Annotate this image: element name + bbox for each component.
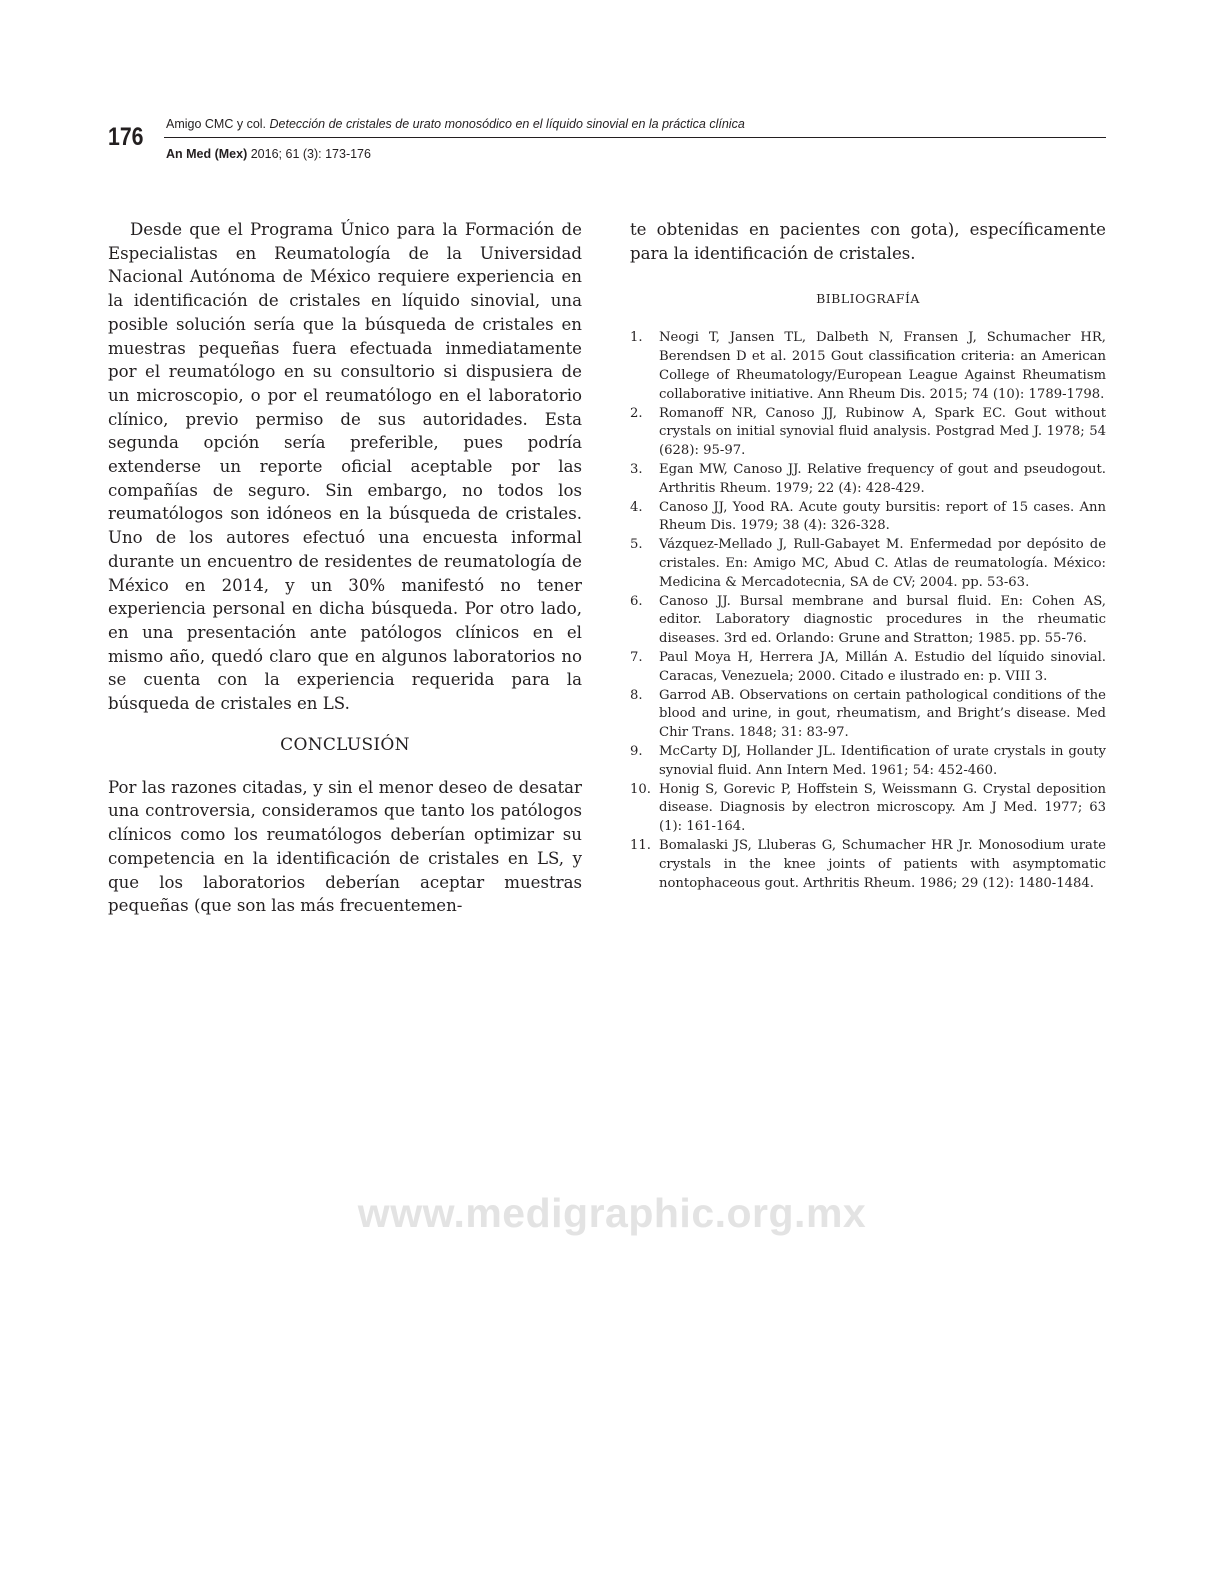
reference-item: 5. Vázquez-Mellado J, Rull-Gabayet M. Enfermedad por depósito de cristales. En: Amigo MC, Abud C. Atlas de reumatología. México: Medicina & Mercadotecnia, SA de CV; 2004. pp. 53-63. — [630, 537, 1106, 590]
bibliography-heading: BIBLIOGRAFÍA — [816, 291, 920, 307]
conclusion-paragraph: Por las razones citadas, y sin el menor deseo de desatar una controversia, consideramos que tanto los patólogos clínicos como los reumatólogos deberían optimizar su competencia en la identificación de cristales en LS, y que los laboratorios deberían aceptar muestras pequeñas (que son las más frecuentemen- — [108, 777, 582, 916]
reference-item: 11. Bomalaski JS, Lluberas G, Schumacher HR Jr. Monosodium urate crystals in the knee joints of patients with asymptomatic nontophaceous gout. Arthritis Rheum. 1986; 29 (12): 1480-1484. — [630, 837, 1106, 891]
journal-citation — [166, 146, 371, 162]
reference-item: 7. Paul Moya H, Herrera JA, Millán A. Estudio del líquido sinovial. Caracas, Venezuela; 2000. Citado e ilustrado en: p. VIII 3. — [630, 649, 1106, 684]
journal-name: An Med (Mex) — [166, 147, 248, 161]
reference-item: 3. Egan MW, Canoso JJ. Relative frequency of gout and pseudogout. Arthritis Rheum. 1979; 22 (4): 428-429. — [630, 461, 1106, 496]
reference-item: 9. McCarty DJ, Hollander JL. Identification of urate crystals in gouty synovial fluid. Ann Intern Med. 1961; 54: 452-460. — [630, 743, 1106, 778]
reference-item: 1. Neogi T, Jansen TL, Dalbeth N, Fransen J, Schumacher HR, Berendsen D et al. 2015 Gout classification criteria: an American College of Rheumatology/European League Against Rheumatism collaborative initiative. Ann Rheum Dis. 2015; 74 (10): 1789-1798. — [630, 330, 1106, 402]
conclusion-heading: CONCLUSIÓN — [280, 734, 410, 755]
header-authors: Amigo CMC y col. — [166, 117, 267, 131]
header-divider — [164, 137, 1106, 138]
journal-volume: 2016; 61 (3): 173-176 — [250, 147, 371, 161]
page-number: 176 — [108, 123, 144, 151]
header-article-title: Detección de cristales de urato monosódico en el líquido sinovial en la práctica clínica — [269, 117, 745, 131]
running-header — [166, 116, 1106, 132]
right-column — [630, 218, 1106, 893]
reference-list — [630, 329, 1106, 893]
body-paragraph: Desde que el Programa Único para la Formación de Especialistas en Reumatología de la Universidad Nacional Autónoma de México requiere experiencia en la identificación de cristales en líquido sinovial, una posible solución sería que la búsqueda de cristales en muestras pequeñas fuera efectuada inmediatamente por el reumatólogo en su consultorio si dispusiera de un microscopio, o por el reumatólogo en el laboratorio clínico, previo permiso de sus autoridades. Esta segunda opción sería preferible, pues podría extenderse un reporte oficial aceptable por las compañías de seguro. Sin embargo, no todos los reumatólogos son idóneos en la búsqueda de cristales. Uno de los autores efectuó una encuesta informal durante un encuentro de residentes de reumatología de México en 2014, y un 30% manifestó no tener experiencia personal en dicha búsqueda. Por otro lado, en una presentación ante patólogos clínicos en el mismo año, quedó claro que en algunos laboratorios no se cuenta con la experiencia requerida para la búsqueda de cristales en LS. — [108, 220, 582, 714]
left-column — [108, 218, 582, 918]
reference-item: 2. Romanoff NR, Canoso JJ, Rubinow A, Spark EC. Gout without crystals on initial synovial fluid analysis. Postgrad Med J. 1978; 54 (628): 95-97. — [630, 405, 1106, 459]
conclusion-paragraph-continued: te obtenidas en pacientes con gota), específicamente para la identificación de cristales. — [630, 220, 1106, 263]
reference-item: 10. Honig S, Gorevic P, Hoffstein S, Weissmann G. Crystal deposition disease. Diagnosis by electron microscopy. Am J Med. 1977; 63 (1): 161-164. — [630, 781, 1106, 835]
reference-item: 8. Garrod AB. Observations on certain pathological conditions of the blood and urine, in gout, rheumatism, and Bright’s disease. Med Chir Trans. 1848; 31: 83-97. — [630, 687, 1106, 741]
reference-item: 6. Canoso JJ. Bursal membrane and bursal fluid. En: Cohen AS, editor. Laboratory diagnostic procedures in the rheumatic diseases. 3rd ed. Orlando: Grune and Stratton; 1985. pp. 55-76. — [630, 593, 1106, 647]
watermark: www.medigraphic.org.mx — [357, 1190, 867, 1236]
reference-item: 4. Canoso JJ, Yood RA. Acute gouty bursitis: report of 15 cases. Ann Rheum Dis. 1979; 38 (4): 326-328. — [630, 499, 1106, 534]
